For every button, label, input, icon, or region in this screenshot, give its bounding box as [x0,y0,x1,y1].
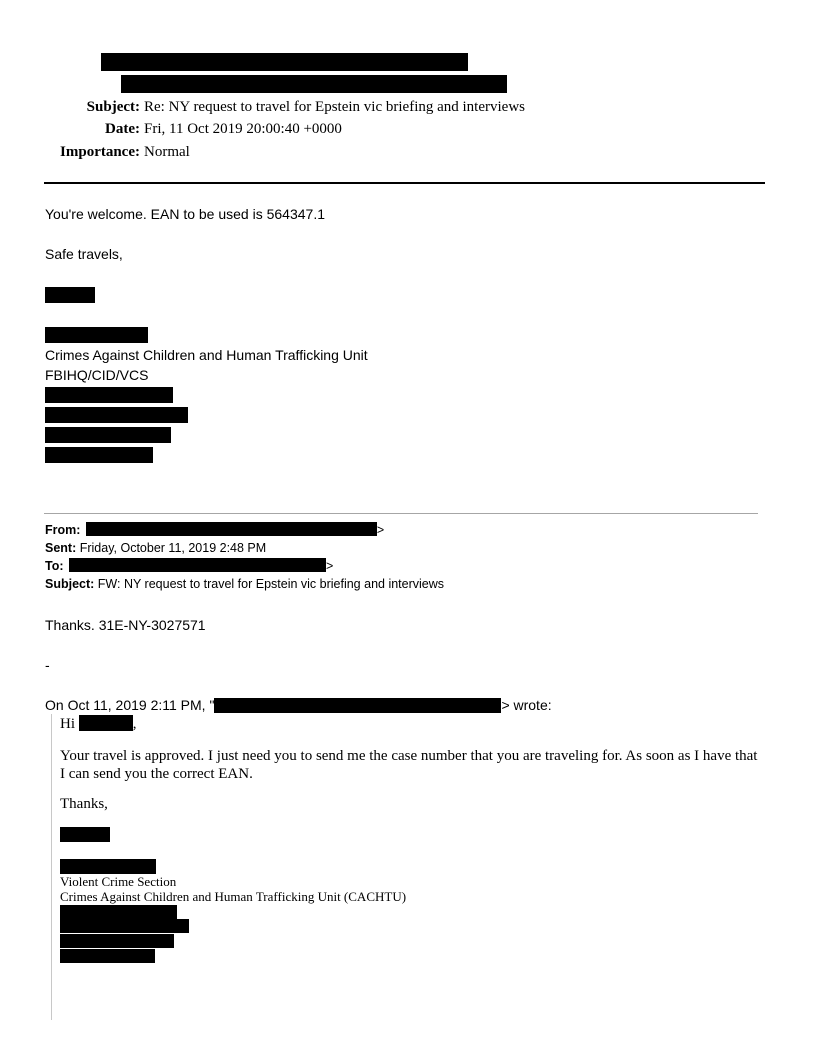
redacted-forward-from [86,522,377,536]
quote-attribution-prefix: On Oct 11, 2019 2:11 PM, " [45,697,215,713]
forward-subject-value: FW: NY request to travel for Epstein vic briefing and interviews [97,577,445,591]
quote-sig-unit: Crimes Against Children and Human Trafficking Unit (CACHTU) [60,889,407,904]
quote-bar [51,714,52,1020]
redacted-quote-sender [214,698,501,713]
header-date-label: Date: [105,121,140,137]
redacted-sig-line-4 [45,447,153,463]
forward-sent-value: Friday, October 11, 2019 2:48 PM [79,541,267,555]
header-subject-row [0,98,525,116]
redacted-sender-first-name [45,287,95,303]
redacted-quote-full-name [60,859,156,874]
reply-line-ean: You're welcome. EAN to be used is 564347.1 [45,206,325,222]
quote-greeting-comma: , [132,716,137,732]
reply-sig-office: FBIHQ/CID/VCS [45,367,149,383]
header-date-row [0,120,342,138]
redacted-to-line [121,75,507,93]
redacted-quote-sig-line-4 [60,949,155,963]
header-importance-label: Importance: [60,144,140,160]
redacted-sender-full-name [45,327,148,343]
forward-body: Thanks. 31E-NY-3027571 [45,617,206,633]
forward-sent-row [45,540,266,557]
quote-greeting-word: Hi [60,716,75,732]
header-subject-value: Re: NY request to travel for Epstein vic briefing and interviews [144,99,525,115]
quote-attribution [45,696,552,714]
redacted-sig-line-1 [45,387,173,403]
header-divider [44,182,765,184]
header-importance-row [0,143,190,161]
forward-from-suffix: > [376,523,385,537]
redacted-quote-first-name [60,827,110,842]
redacted-greeting-name [79,715,133,731]
quote-greeting [60,715,137,733]
quote-paragraph: Your travel is approved. I just need you to send me the case number that you are traveling for. As soon as I have that I can send you the correct EAN. [60,748,758,782]
forward-sent-label: Sent: [45,541,77,555]
redacted-quote-sig-line-3 [60,934,174,948]
forward-dash: - [45,657,50,673]
reply-line-safe-travels: Safe travels, [45,246,123,262]
forward-to-suffix: > [326,559,334,573]
quote-sig-section: Violent Crime Section [60,874,177,889]
quote-attribution-suffix: > wrote: [501,697,552,713]
redacted-quote-sig-line-1 [60,905,177,919]
reply-sig-unit: Crimes Against Children and Human Trafficking Unit [45,347,368,363]
header-subject-label: Subject: [86,99,140,115]
header-date-value: Fri, 11 Oct 2019 20:00:40 +0000 [144,121,342,137]
forward-divider [44,513,758,514]
redacted-forward-to [69,558,326,572]
forward-from-row [45,522,384,539]
forward-subject-label: Subject: [45,577,95,591]
forward-subject-row [45,576,444,593]
redacted-sig-line-2 [45,407,188,423]
forward-from-label: From: [45,523,81,537]
header-importance-value: Normal [144,144,190,160]
forward-to-row [45,558,333,575]
forward-to-label: To: [45,559,64,573]
redacted-from-line [101,53,468,71]
redacted-sig-line-3 [45,427,171,443]
quote-closing: Thanks, [60,796,108,812]
redacted-quote-sig-line-2 [60,919,189,933]
